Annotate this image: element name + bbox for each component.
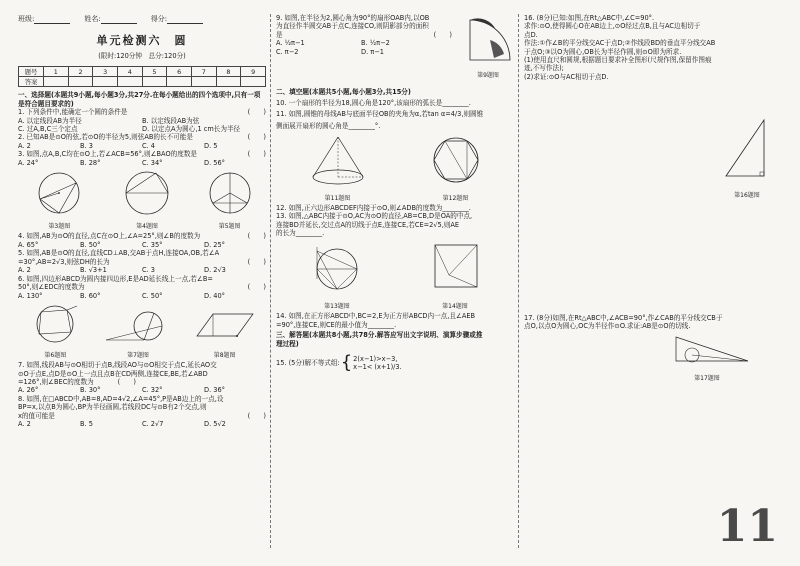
question-1: [18, 108, 266, 133]
table-row-label: 答案: [19, 77, 44, 87]
table-cell: 4: [117, 67, 142, 77]
figure-8-parallelogram: [193, 302, 257, 346]
answer-paren[interactable]: ( ): [247, 108, 266, 117]
table-cell: 5: [142, 67, 167, 77]
question-stem-cont: ⊙O于点E,点D是⊙O上一点且点B在CD两侧,连接CE,BE,若∠ABD: [18, 369, 208, 378]
option-d: D. 5√2: [204, 420, 226, 429]
option-a: A. 130°: [18, 291, 43, 300]
figure-7-tangent: [102, 302, 174, 346]
question-stem-cont: 连接BD并延长,交过点A的切线于点E,连接CE,若CE=2√5,则AE: [276, 220, 460, 229]
option-d: D. 以定点A为圆心,1 cm长为半径: [142, 125, 241, 133]
class-blank[interactable]: [34, 15, 70, 24]
question-stem-cont: 是: [276, 30, 283, 39]
option-b: B. 5: [80, 420, 93, 429]
option-b: B. ½π−2: [361, 39, 390, 48]
answer-paren[interactable]: ( ): [247, 232, 266, 241]
name-label: 姓名:: [84, 15, 101, 23]
question-stem: 8. 如图,在□ABCD中,AB=8,AD=4√2,∠A=45°,P是AB边上的一点,设: [18, 395, 224, 404]
option-d: D. 56°: [204, 158, 225, 167]
question-6: [18, 275, 266, 300]
answer-paren[interactable]: ( ): [433, 30, 452, 39]
question-stem-cont: x的值可能是: [18, 411, 55, 420]
figure-9-caption: 第9题图: [477, 72, 499, 79]
option-c: C. 50°: [142, 291, 163, 300]
answer-paren[interactable]: ( ): [247, 257, 266, 266]
option-d: D. 5: [204, 141, 218, 150]
section-3-line2: 理过程): [276, 339, 299, 348]
question-13: [276, 212, 512, 237]
figure-16-caption: 第16题图: [734, 192, 760, 199]
figure-16-triangle: [720, 114, 774, 186]
question-stem: 1. 下列条件中,能确定一个圆的条件是: [18, 108, 128, 117]
section-3-heading: [276, 331, 512, 348]
question-stem-cont: (1)使用直尺和圆规,根据题目要求补全图形(尺规作图,保留作图痕: [524, 56, 712, 65]
question-8: [18, 395, 266, 429]
figure-12-hexagon: [426, 133, 486, 189]
question-14: [276, 312, 512, 329]
answer-cell[interactable]: [93, 77, 118, 87]
page-number: 11: [716, 501, 778, 552]
column-divider-2: [518, 14, 519, 548]
figure-4-circle: [112, 169, 182, 217]
question-stem: 16. (8分)已知:如图,在Rt△ABC中,∠C=90°.: [524, 14, 655, 22]
question-stem-cont: 50°,则∠EDC的度数为: [18, 283, 85, 292]
question-stem: 11. 如图,圆锥的母线AB与底面半径OB的夹角为α,若tan α=4/3,则圆锥: [276, 110, 484, 118]
question-15: 15. (5分)解不等式组: { 2(x−1)>x−3, x−1< (x+1)/3.: [276, 352, 402, 374]
option-c: C. 3: [142, 266, 155, 275]
question-stem-cont: 求作:⊙O,使得圆心O在AB边上,⊙O经过点B,且与AC边相切于: [524, 22, 701, 31]
figure-5-caption: 第5题图: [218, 223, 241, 231]
question-2: [18, 133, 266, 150]
option-b: B. 60°: [80, 291, 101, 300]
figure-12-caption: 第12题图: [442, 194, 469, 202]
question-stem: 6. 如图,四边形ABCD为圆内接四边形,E是AD延长线上一点,若∠B=: [18, 274, 213, 283]
question-stem-cont: BP=x,以点B为圆心,BP为半径画圆,若线段DC与⊙B有2个交点,则: [18, 403, 207, 412]
question-stem: 13. 如图,△ABC内接于⊙O,AC为⊙O的直径,AB=CB,D是OA的中点,: [276, 212, 473, 221]
answer-paren[interactable]: ( ): [247, 133, 266, 142]
option-b: B. 3: [80, 141, 93, 150]
table-cell: 9: [241, 67, 266, 77]
option-c: C. 32°: [142, 386, 163, 395]
figure-17-triangle: [662, 333, 752, 369]
question-7: [18, 361, 266, 395]
option-c: C. 4: [142, 141, 155, 150]
figure-9-sector: [464, 14, 512, 66]
option-a: A. 2: [18, 141, 31, 150]
option-d: D. 40°: [204, 291, 225, 300]
question-stem: 14. 如图,在正方形ABCD中,BC=2,E为正方形ABCD内一点,且∠AEB: [276, 312, 476, 321]
table-cell: 2: [68, 67, 93, 77]
figure-row-1: [18, 169, 266, 230]
option-b: B. 50°: [80, 240, 101, 249]
figure-3-circle: [29, 169, 89, 217]
class-label: 班级:: [18, 15, 35, 23]
figure-5-circle: [205, 169, 255, 217]
figure-6-caption: 第6题图: [44, 352, 67, 360]
question-stem-cont: =90°,连接CE,则CE的最小值为________.: [276, 320, 397, 329]
table-row-label: 题号: [19, 67, 44, 77]
question-stem-cont: 于点O;③以O为圆心,OB长为半径作圆,则⊙O即为所求.: [524, 47, 682, 56]
question-stem: 4. 如图,AB为⊙O的直径,点C在⊙O上,∠A=25°,则∠B的度数为: [18, 232, 201, 241]
inequality-2: x−1< (x+1)/3.: [353, 363, 402, 372]
score-label: 得分:: [150, 15, 168, 23]
question-stem-cont: (2)求证:⊙O与AC相切于点D.: [524, 72, 609, 81]
table-cell: 1: [44, 67, 69, 77]
option-b: B. √3+1: [80, 266, 107, 275]
question-stem-cont: 迹,不写作法);: [524, 64, 564, 73]
question-16: [524, 14, 782, 314]
page-title: 单元检测六 圆: [96, 34, 188, 47]
question-stem-cont: =126°,则∠BEC的度数为: [18, 378, 94, 387]
section-2-heading: 二、填空题(本题共5小题,每小题3分,共15分): [276, 88, 411, 96]
figure-row-4: [276, 239, 512, 310]
figure-14-caption: 第14题图: [442, 303, 468, 311]
option-a: A. 65°: [18, 240, 39, 249]
column-divider-1: [270, 14, 271, 548]
option-d: D. π−1: [361, 47, 384, 56]
figure-row-2: [18, 302, 266, 359]
table-cell: 3: [93, 67, 118, 77]
question-stem-cont: 点D.: [524, 30, 538, 39]
section-1-heading: 一、选择题(本题共9小题,每小题3分,共27分.在每小题给出的四个选项中,只有一项是符合题目要求的): [18, 91, 261, 108]
answer-table: [18, 66, 266, 87]
option-a: A. 2: [18, 420, 31, 429]
question-stem-cont: 为直径作半圆交AB于点C,连接CO,则阴影部分的面积: [276, 22, 429, 31]
figure-11-caption: 第11题图: [324, 194, 351, 202]
question-12: 12. 如图,正六边形ABCDEF内接于⊙O,则∠ADB的度数为________.: [276, 203, 471, 212]
answer-paren[interactable]: ( ): [117, 378, 136, 387]
option-d: D. 2√3: [204, 266, 226, 275]
question-11: [276, 110, 512, 131]
answer-cell[interactable]: [167, 77, 192, 87]
answer-cell[interactable]: [117, 77, 142, 87]
question-stem-cont: 侧面展开扇形的圆心角是________°.: [276, 122, 381, 131]
answer-cell[interactable]: [68, 77, 93, 87]
answer-cell[interactable]: [142, 77, 167, 87]
option-a: A. 26°: [18, 386, 39, 395]
question-9: [276, 14, 512, 88]
question-10: 10. 一个扇形的半径为18,圆心角是120°,该扇形的弧长是________.: [276, 98, 471, 107]
option-a: A. ½π−1: [276, 39, 305, 48]
figure-14-square: [427, 239, 483, 297]
student-info-line: [18, 14, 266, 24]
option-c: C. 过A,B,C三个定点: [18, 125, 78, 133]
question-stem: 17. (8分)如图,在Rt△ABC中,∠ACB=90°,作∠CAB的平分线交CB于: [524, 314, 723, 322]
question-stem: 15. (5分)解不等式组:: [276, 359, 340, 368]
answer-paren[interactable]: ( ): [247, 411, 266, 420]
column-2: [276, 14, 512, 560]
column-1: [18, 14, 266, 560]
option-c: C. 2√7: [142, 420, 164, 429]
question-4: [18, 232, 266, 249]
figure-17-caption: 第17题图: [694, 374, 720, 382]
option-a: A. 2: [18, 266, 31, 275]
figure-3-caption: 第3题图: [48, 223, 71, 231]
figure-11-cone: [303, 133, 373, 189]
option-d: D. 25°: [204, 240, 225, 249]
figure-13-circle: [305, 239, 369, 297]
question-5: [18, 249, 266, 274]
question-3: [18, 150, 266, 167]
question-stem: 7. 如图,线段AB与⊙O相切于点B,线段AO与⊙O相交于点C,延长AO交: [18, 361, 217, 370]
name-blank[interactable]: [101, 15, 137, 24]
question-stem-cont: 点O,以点O为圆心,OC为半径作⊙O.求证:AB是⊙O的切线.: [524, 322, 691, 331]
option-c: C. π−2: [276, 47, 299, 56]
answer-cell[interactable]: [216, 77, 241, 87]
figure-row-3: [276, 133, 512, 202]
table-cell: 8: [216, 67, 241, 77]
option-b: B. 30°: [80, 386, 101, 395]
inequality-1: 2(x−1)>x−3,: [353, 355, 398, 364]
answer-paren[interactable]: ( ): [247, 283, 266, 292]
option-d: D. 36°: [204, 386, 225, 395]
option-a: A. 24°: [18, 158, 39, 167]
question-stem-cont: 作法:①作∠B的平分线交AC于点D;②作线段BD的垂直平分线交AB: [524, 39, 716, 48]
column-3: [524, 14, 782, 560]
option-c: C. 34°: [142, 158, 163, 167]
option-c: C. 35°: [142, 240, 163, 249]
section-3-line1: 三、解答题(本题共8小题,共78分.解答应写出文字说明、演算步骤或推: [276, 331, 483, 340]
figure-7-caption: 第7题图: [127, 352, 149, 360]
figure-8-caption: 第8题图: [213, 352, 236, 360]
figure-4-caption: 第4题图: [136, 223, 158, 231]
answer-cell[interactable]: [44, 77, 69, 87]
question-stem: 9. 如图,在半径为2,圆心角为90°的扇形OAB内,以OB: [276, 14, 430, 22]
page-subtitle: (限时:120分钟 总分:120分): [98, 52, 186, 60]
figure-6-circle: [27, 302, 83, 346]
option-a: A. 以定线段AB为半径: [18, 116, 82, 125]
figure-13-caption: 第13题图: [324, 303, 350, 311]
answer-cell[interactable]: [191, 77, 216, 87]
option-b: B. 以定线段AB为弦: [142, 116, 200, 125]
option-b: B. 28°: [80, 158, 101, 167]
question-stem: 2. 已知AB是⊙O的弦,若⊙O的半径为5,则弦AB的长不可能是: [18, 133, 193, 142]
question-stem-cont: 的长为________.: [276, 229, 325, 238]
question-stem-cont: =30°,AB=2√3,则弦DH的长为: [18, 257, 110, 266]
score-blank[interactable]: [167, 15, 203, 24]
table-cell: 6: [167, 67, 192, 77]
answer-cell[interactable]: [241, 77, 266, 87]
table-cell: 7: [191, 67, 216, 77]
answer-paren[interactable]: ( ): [247, 150, 266, 159]
question-stem: 5. 如图,AB是⊙O的直径,直线CD⊥AB,交AB于点H,连接OA,OB,若∠A: [18, 249, 220, 258]
question-17: [524, 314, 782, 382]
question-stem: 3. 如图,点A,B,C均在⊙O上,若∠ACB=56°,则∠BAO的度数是: [18, 150, 198, 159]
